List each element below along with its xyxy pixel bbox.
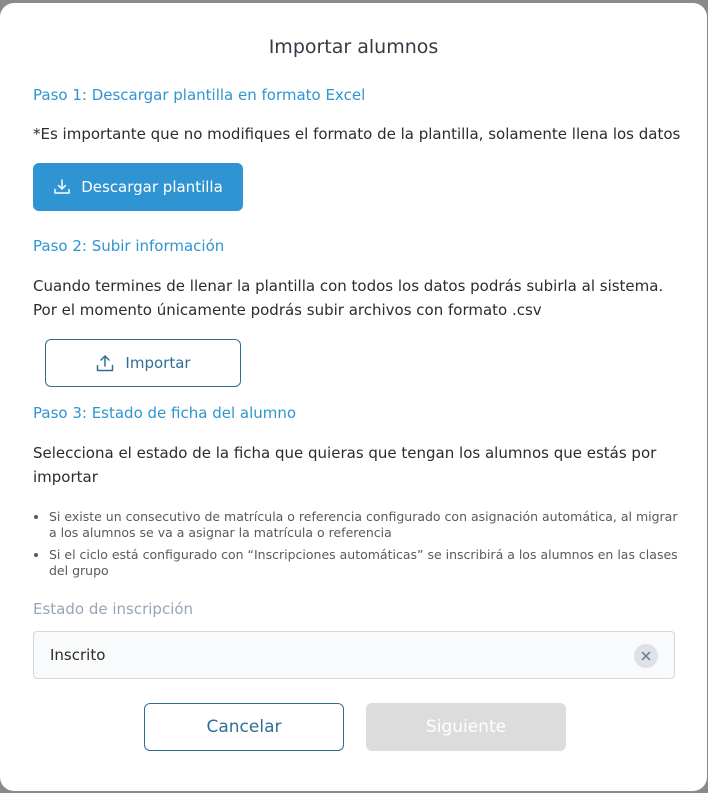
step1-note: *Es importante que no modifiques el formato de la plantilla, solamente llena los datos [33,125,681,143]
step2-heading: Paso 2: Subir información [33,237,225,255]
list-item: • Si el ciclo está configurado con “Inscripciones automáticas” se inscribirá a los alumnos en las clases del grupo [49,547,689,579]
download-icon [53,178,71,196]
step3-info-list [33,509,689,585]
import-button[interactable] [45,339,241,387]
step3-heading: Paso 3: Estado de ficha del alumno [33,404,297,422]
step1-heading: Paso 1: Descargar plantilla en formato Excel [33,86,366,104]
import-label: Importar [125,354,191,372]
close-icon[interactable] [634,644,658,668]
modal-title: Importar alumnos [268,36,439,58]
cancel-button[interactable]: Cancelar [144,703,344,751]
download-template-button[interactable] [33,163,243,211]
enrollment-status-label: Estado de inscripción [33,600,194,618]
enrollment-status-select[interactable] [33,631,675,679]
step2-description: Cuando termines de llenar la plantilla con todos los datos podrás subirla al sistema. Por el momento únicamente podrás subir archivos con formato .csv [33,277,664,319]
download-template-label: Descargar plantilla [81,178,223,196]
next-button[interactable]: Siguiente [366,703,566,751]
list-item: • Si existe un consecutivo de matrícula o referencia configurado con asignación automática, al migrar a los alumnos se va a asignar la matrícula o referencia [49,509,689,541]
upload-icon [95,353,115,373]
enrollment-status-value: Inscrito [50,646,106,664]
import-students-modal [0,3,707,791]
step3-description: Selecciona el estado de la ficha que quieras que tengan los alumnos que estás por importar [33,444,657,486]
